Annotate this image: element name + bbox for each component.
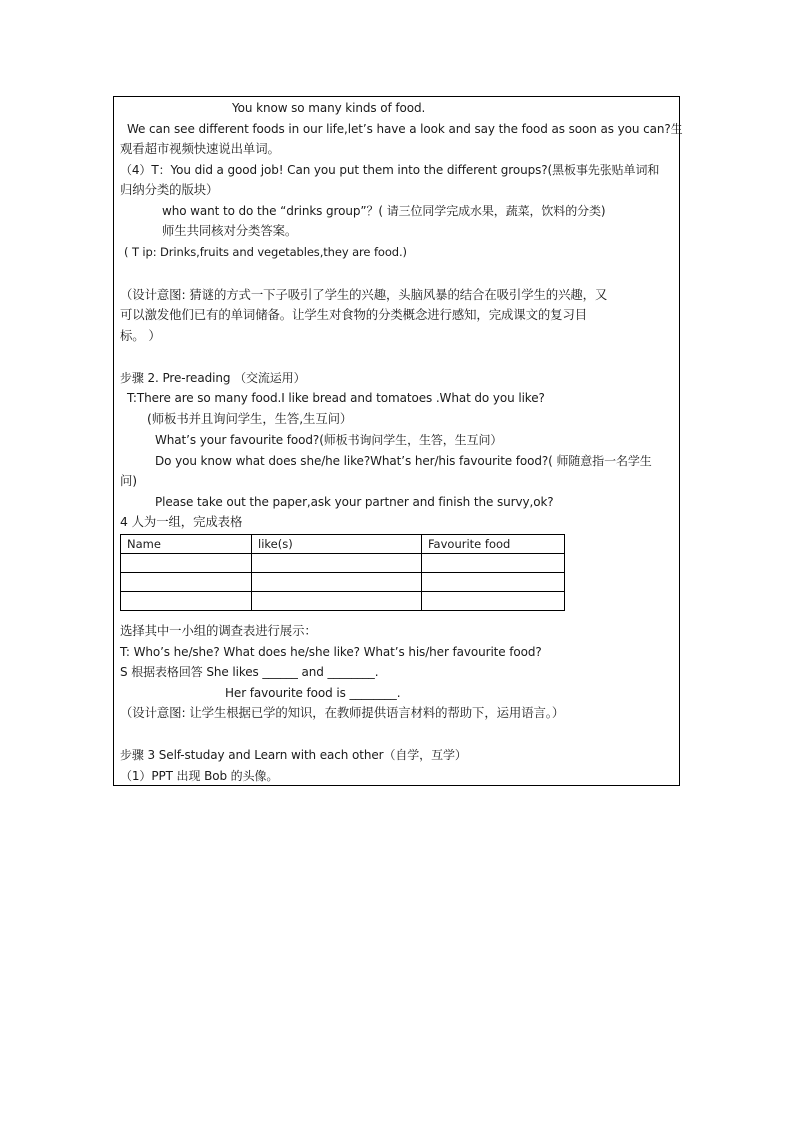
text-line: Do you know what does she/he like?What’s her/his favourite food?( 师随意指一名学生 (155, 454, 652, 468)
table-header-cell: Favourite food (422, 535, 565, 554)
text-line: 师生共同核对分类答案。 (162, 223, 298, 238)
table-cell (252, 592, 422, 611)
survey-table (120, 534, 565, 611)
table-cell (121, 573, 252, 592)
text-line: T:There are so many food.I like bread and tomatoes .What do you like? (127, 391, 545, 405)
text-line: （1）PPT 出现 Bob 的头像。 (120, 769, 279, 783)
table-header-cell: like(s) (252, 535, 422, 554)
text-line: What’s your favourite food?(师板书询问学生，生答，生互问） (155, 433, 503, 447)
table-row (121, 592, 565, 611)
text-line: T: Who’s he/she? What does he/she like? What’s his/her favourite food? (120, 645, 542, 659)
text-line: ( T ip: Drinks,fruits and vegetables,they are food.) (124, 245, 407, 259)
text-line: （4）T：You did a good job! Can you put them into the different groups?(黑板事先张贴单词和 (120, 163, 660, 177)
table-header-row (121, 535, 565, 554)
table-cell (121, 554, 252, 573)
design-intent: （设计意图: 猜谜的方式一下子吸引了学生的兴趣，头脑风暴的结合在吸引学生的兴趣，又 (120, 287, 608, 302)
text-line: 归纳分类的版块） (120, 182, 219, 197)
text-line: You know so many kinds of food. (232, 101, 426, 115)
text-line: We can see different foods in our life,let’s have a look and say the food as soon as you can?生 (127, 122, 683, 136)
design-intent: （设计意图: 让学生根据已学的知识，在教师提供语言材料的帮助下，运用语言。） (120, 705, 565, 720)
table-cell (252, 573, 422, 592)
step-heading: 步骤 3 Self-studay and Learn with each other（自学，互学） (120, 748, 467, 762)
table-row (121, 573, 565, 592)
table-cell (121, 592, 252, 611)
table-cell (252, 554, 422, 573)
text-line: 选择其中一小组的调查表进行展示： (120, 623, 317, 638)
table-cell (422, 573, 565, 592)
text-line: Please take out the paper,ask your partner and finish the survy,ok? (155, 495, 554, 509)
table-cell (422, 554, 565, 573)
table-cell (422, 592, 565, 611)
table-row (121, 554, 565, 573)
text-line: 观看超市视频快速说出单词。 (120, 141, 280, 156)
text-line: S 根据表格回答 She likes ______ and ________. (120, 665, 379, 679)
text-line: who want to do the “drinks group”？( 请三位同学完成水果，蔬菜，饮料的分类) (162, 204, 606, 218)
text-line: Her favourite food is ________. (225, 686, 401, 700)
table-header-cell: Name (121, 535, 252, 554)
step-heading: 步骤 2. Pre-reading （交流运用） (120, 371, 306, 385)
text-line: 问) (120, 473, 138, 488)
design-intent: 标。 ） (120, 328, 161, 343)
text-line: (师板书并且询问学生，生答,生互问） (147, 411, 353, 426)
text-line: 4 人为一组，完成表格 (120, 514, 243, 529)
design-intent: 可以激发他们已有的单词储备。让学生对食物的分类概念进行感知，完成课文的复习目 (120, 307, 588, 322)
